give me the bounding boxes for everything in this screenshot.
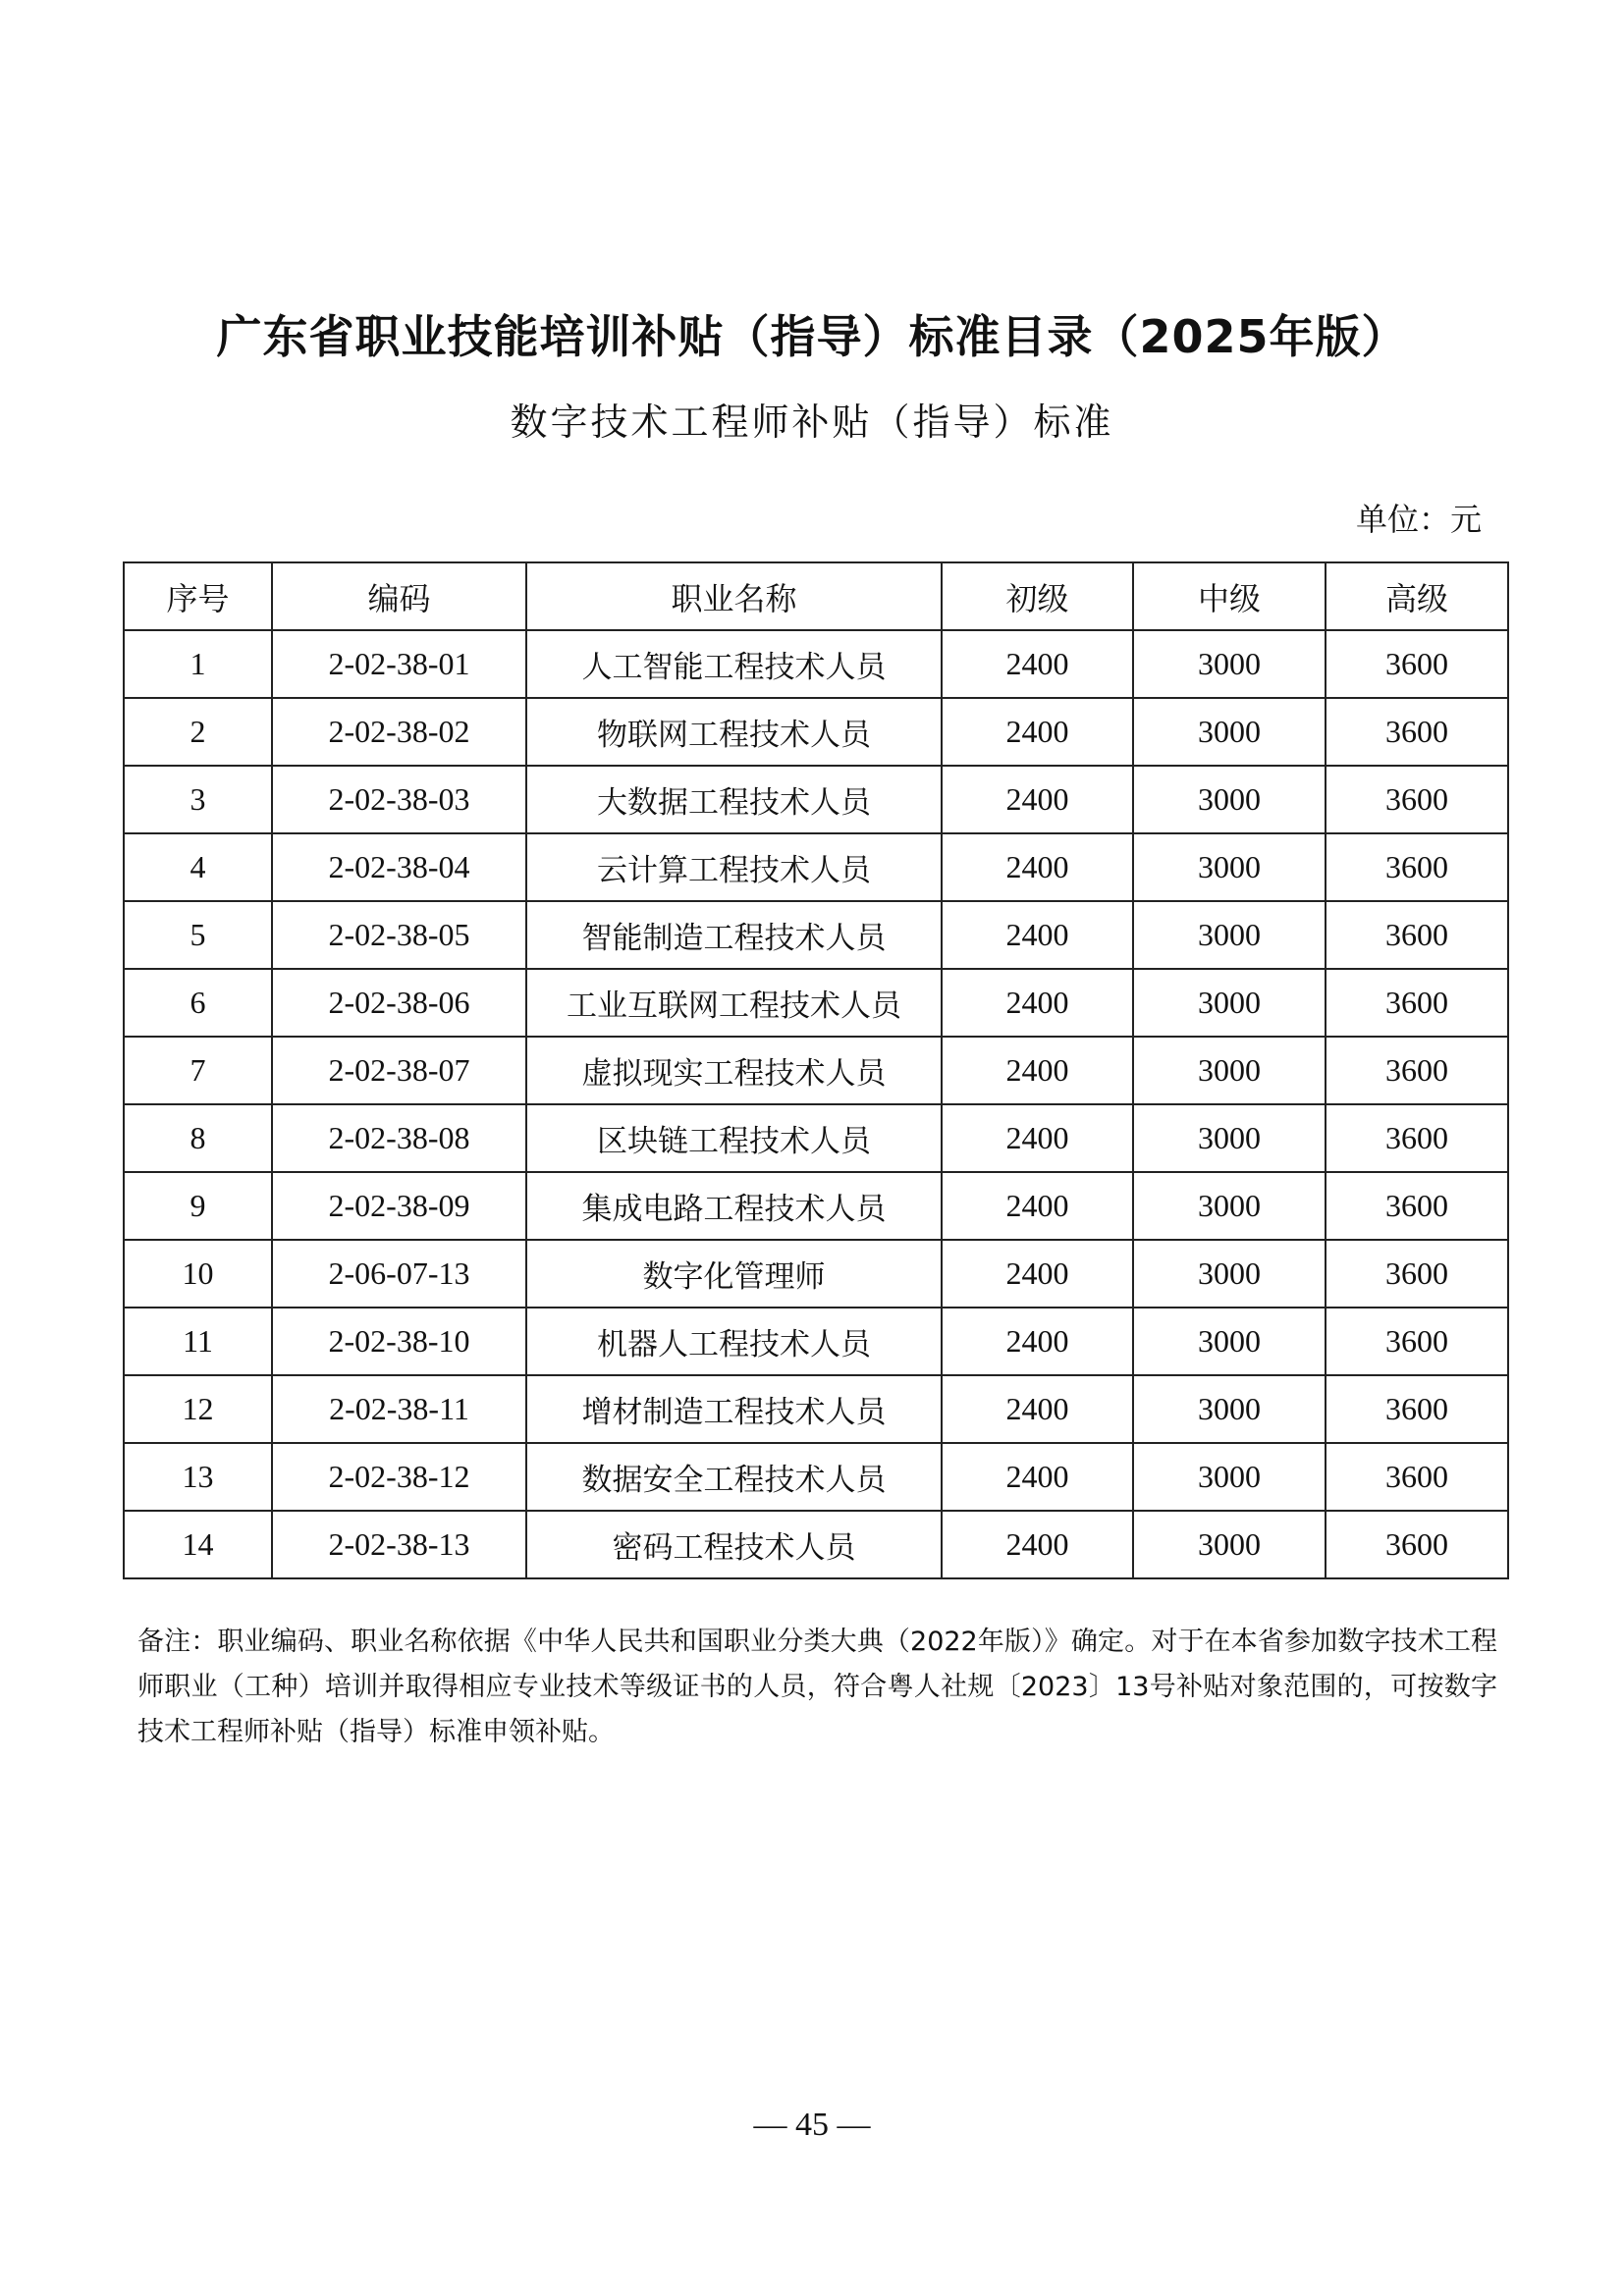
row-index: 14 xyxy=(124,1511,272,1578)
table-row xyxy=(124,1037,1508,1104)
junior-subsidy: 2400 xyxy=(942,969,1133,1037)
senior-subsidy: 3600 xyxy=(1326,833,1508,901)
table-row xyxy=(124,1375,1508,1443)
table-row xyxy=(124,833,1508,901)
row-index: 11 xyxy=(124,1308,272,1375)
senior-subsidy: 3600 xyxy=(1326,1308,1508,1375)
row-index: 13 xyxy=(124,1443,272,1511)
occupation-name: 集成电路工程技术人员 xyxy=(526,1172,942,1240)
column-header-intermediate: 中级 xyxy=(1133,562,1326,630)
row-index: 10 xyxy=(124,1240,272,1308)
table-row xyxy=(124,766,1508,833)
occupation-name: 虚拟现实工程技术人员 xyxy=(526,1037,942,1104)
occupation-code: 2-02-38-13 xyxy=(272,1511,526,1578)
occupation-code: 2-02-38-06 xyxy=(272,969,526,1037)
row-index: 4 xyxy=(124,833,272,901)
page-number: — 45 — xyxy=(753,2107,871,2143)
senior-subsidy: 3600 xyxy=(1326,766,1508,833)
row-index: 1 xyxy=(124,630,272,698)
senior-subsidy: 3600 xyxy=(1326,1037,1508,1104)
table-row xyxy=(124,1240,1508,1308)
senior-subsidy: 3600 xyxy=(1326,698,1508,766)
table-row xyxy=(124,1308,1508,1375)
junior-subsidy: 2400 xyxy=(942,1511,1133,1578)
subsidy-table xyxy=(123,561,1509,1579)
table-row xyxy=(124,698,1508,766)
intermediate-subsidy: 3000 xyxy=(1133,833,1326,901)
occupation-name: 工业互联网工程技术人员 xyxy=(526,969,942,1037)
row-index: 6 xyxy=(124,969,272,1037)
row-index: 7 xyxy=(124,1037,272,1104)
intermediate-subsidy: 3000 xyxy=(1133,1240,1326,1308)
occupation-code: 2-02-38-11 xyxy=(272,1375,526,1443)
occupation-code: 2-02-38-02 xyxy=(272,698,526,766)
intermediate-subsidy: 3000 xyxy=(1133,1308,1326,1375)
junior-subsidy: 2400 xyxy=(942,698,1133,766)
table-header-row xyxy=(124,562,1508,630)
junior-subsidy: 2400 xyxy=(942,1240,1133,1308)
intermediate-subsidy: 3000 xyxy=(1133,766,1326,833)
row-index: 8 xyxy=(124,1104,272,1172)
table-row xyxy=(124,1443,1508,1511)
junior-subsidy: 2400 xyxy=(942,766,1133,833)
junior-subsidy: 2400 xyxy=(942,1104,1133,1172)
intermediate-subsidy: 3000 xyxy=(1133,901,1326,969)
remark-note: 备注：职业编码、职业名称依据《中华人民共和国职业分类大典（2022年版）》确定。对于在本省参加数字技术工程师职业（工种）培训并取得相应专业技术等级证书的人员，符合粤人社规〔2023〕13号补贴对象范围的，可按数字技术工程师补贴（指导）标准申领补贴。 xyxy=(137,1627,1497,1747)
occupation-name: 增材制造工程技术人员 xyxy=(526,1375,942,1443)
senior-subsidy: 3600 xyxy=(1326,1443,1508,1511)
table-row xyxy=(124,1511,1508,1578)
intermediate-subsidy: 3000 xyxy=(1133,1172,1326,1240)
intermediate-subsidy: 3000 xyxy=(1133,969,1326,1037)
page-subtitle: 数字技术工程师补贴（指导）标准 xyxy=(510,400,1114,444)
occupation-name: 人工智能工程技术人员 xyxy=(526,630,942,698)
occupation-code: 2-02-38-10 xyxy=(272,1308,526,1375)
senior-subsidy: 3600 xyxy=(1326,969,1508,1037)
intermediate-subsidy: 3000 xyxy=(1133,630,1326,698)
junior-subsidy: 2400 xyxy=(942,1308,1133,1375)
occupation-code: 2-06-07-13 xyxy=(272,1240,526,1308)
occupation-name: 密码工程技术人员 xyxy=(526,1511,942,1578)
occupation-name: 数据安全工程技术人员 xyxy=(526,1443,942,1511)
column-header-occupation: 职业名称 xyxy=(526,562,942,630)
junior-subsidy: 2400 xyxy=(942,630,1133,698)
junior-subsidy: 2400 xyxy=(942,1172,1133,1240)
occupation-name: 大数据工程技术人员 xyxy=(526,766,942,833)
junior-subsidy: 2400 xyxy=(942,901,1133,969)
senior-subsidy: 3600 xyxy=(1326,1104,1508,1172)
row-index: 5 xyxy=(124,901,272,969)
occupation-name: 云计算工程技术人员 xyxy=(526,833,942,901)
intermediate-subsidy: 3000 xyxy=(1133,1443,1326,1511)
table-row xyxy=(124,1104,1508,1172)
intermediate-subsidy: 3000 xyxy=(1133,1104,1326,1172)
junior-subsidy: 2400 xyxy=(942,1375,1133,1443)
junior-subsidy: 2400 xyxy=(942,833,1133,901)
occupation-code: 2-02-38-12 xyxy=(272,1443,526,1511)
junior-subsidy: 2400 xyxy=(942,1037,1133,1104)
occupation-name: 机器人工程技术人员 xyxy=(526,1308,942,1375)
junior-subsidy: 2400 xyxy=(942,1443,1133,1511)
unit-label: 单位：元 xyxy=(1355,501,1482,538)
intermediate-subsidy: 3000 xyxy=(1133,1511,1326,1578)
table-row xyxy=(124,1172,1508,1240)
column-header-junior: 初级 xyxy=(942,562,1133,630)
occupation-name: 物联网工程技术人员 xyxy=(526,698,942,766)
senior-subsidy: 3600 xyxy=(1326,1511,1508,1578)
page-title: 广东省职业技能培训补贴（指导）标准目录（2025年版） xyxy=(216,310,1408,363)
occupation-code: 2-02-38-05 xyxy=(272,901,526,969)
table-row xyxy=(124,630,1508,698)
row-index: 2 xyxy=(124,698,272,766)
column-header-code: 编码 xyxy=(272,562,526,630)
intermediate-subsidy: 3000 xyxy=(1133,1375,1326,1443)
occupation-name: 智能制造工程技术人员 xyxy=(526,901,942,969)
row-index: 9 xyxy=(124,1172,272,1240)
senior-subsidy: 3600 xyxy=(1326,1375,1508,1443)
occupation-code: 2-02-38-08 xyxy=(272,1104,526,1172)
occupation-code: 2-02-38-01 xyxy=(272,630,526,698)
table-body xyxy=(124,630,1508,1578)
occupation-code: 2-02-38-07 xyxy=(272,1037,526,1104)
table-row xyxy=(124,901,1508,969)
senior-subsidy: 3600 xyxy=(1326,901,1508,969)
senior-subsidy: 3600 xyxy=(1326,1172,1508,1240)
senior-subsidy: 3600 xyxy=(1326,1240,1508,1308)
occupation-code: 2-02-38-09 xyxy=(272,1172,526,1240)
occupation-code: 2-02-38-03 xyxy=(272,766,526,833)
occupation-name: 数字化管理师 xyxy=(526,1240,942,1308)
column-header-senior: 高级 xyxy=(1326,562,1508,630)
occupation-code: 2-02-38-04 xyxy=(272,833,526,901)
intermediate-subsidy: 3000 xyxy=(1133,1037,1326,1104)
intermediate-subsidy: 3000 xyxy=(1133,698,1326,766)
row-index: 12 xyxy=(124,1375,272,1443)
occupation-name: 区块链工程技术人员 xyxy=(526,1104,942,1172)
column-header-index: 序号 xyxy=(124,562,272,630)
row-index: 3 xyxy=(124,766,272,833)
table-row xyxy=(124,969,1508,1037)
senior-subsidy: 3600 xyxy=(1326,630,1508,698)
